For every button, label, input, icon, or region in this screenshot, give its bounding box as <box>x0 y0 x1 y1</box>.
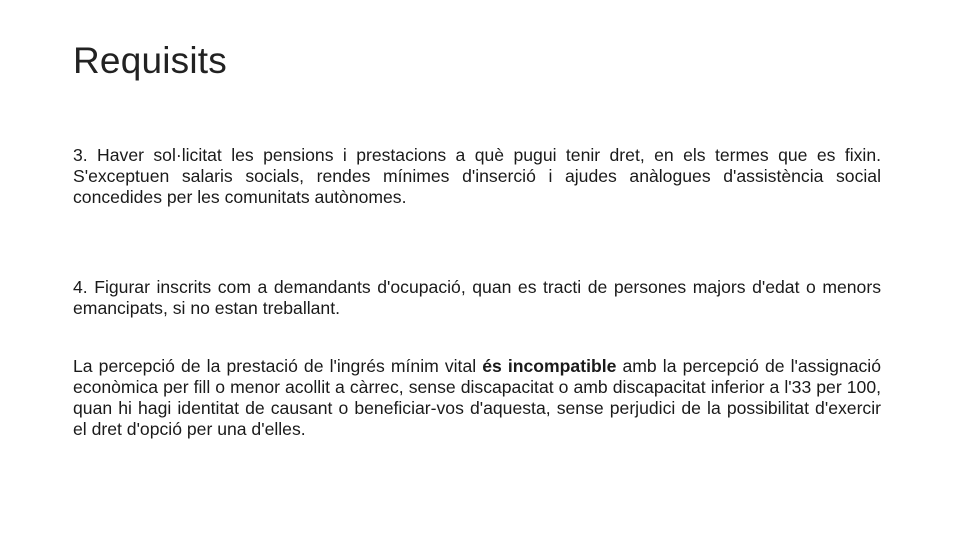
incompatibility-text-before: La percepció de la prestació de l'ingrés mínim vital <box>73 356 483 376</box>
incompatibility-paragraph <box>73 356 881 440</box>
incompatibility-text-after: amb la percepció de l'assignació econòmica per fill o menor acollit a càrrec, sense discapacitat o amb discapacitat inferior a l'33 per 100, quan hi hagi identitat de causant o beneficiar-vos d'aquesta, sense perjudici de la possibilitat d'exercir el dret d'opció per una d'elles. <box>73 356 881 439</box>
requirement-4-paragraph: 4. Figurar inscrits com a demandants d'ocupació, quan es tracti de persones majors d'edat o menors emancipats, si no estan treballant. <box>73 277 881 318</box>
incompatibility-emphasis: és incompatible <box>482 356 617 376</box>
requirement-3-paragraph: 3. Haver sol·licitat les pensions i prestacions a què pugui tenir dret, en els termes que es fixin. S'exceptuen salaris socials, rendes mínimes d'inserció i ajudes anàlogues d'assistència social concedides per les comunitats autònomes. <box>73 145 881 207</box>
slide-title: Requisits <box>73 40 227 81</box>
